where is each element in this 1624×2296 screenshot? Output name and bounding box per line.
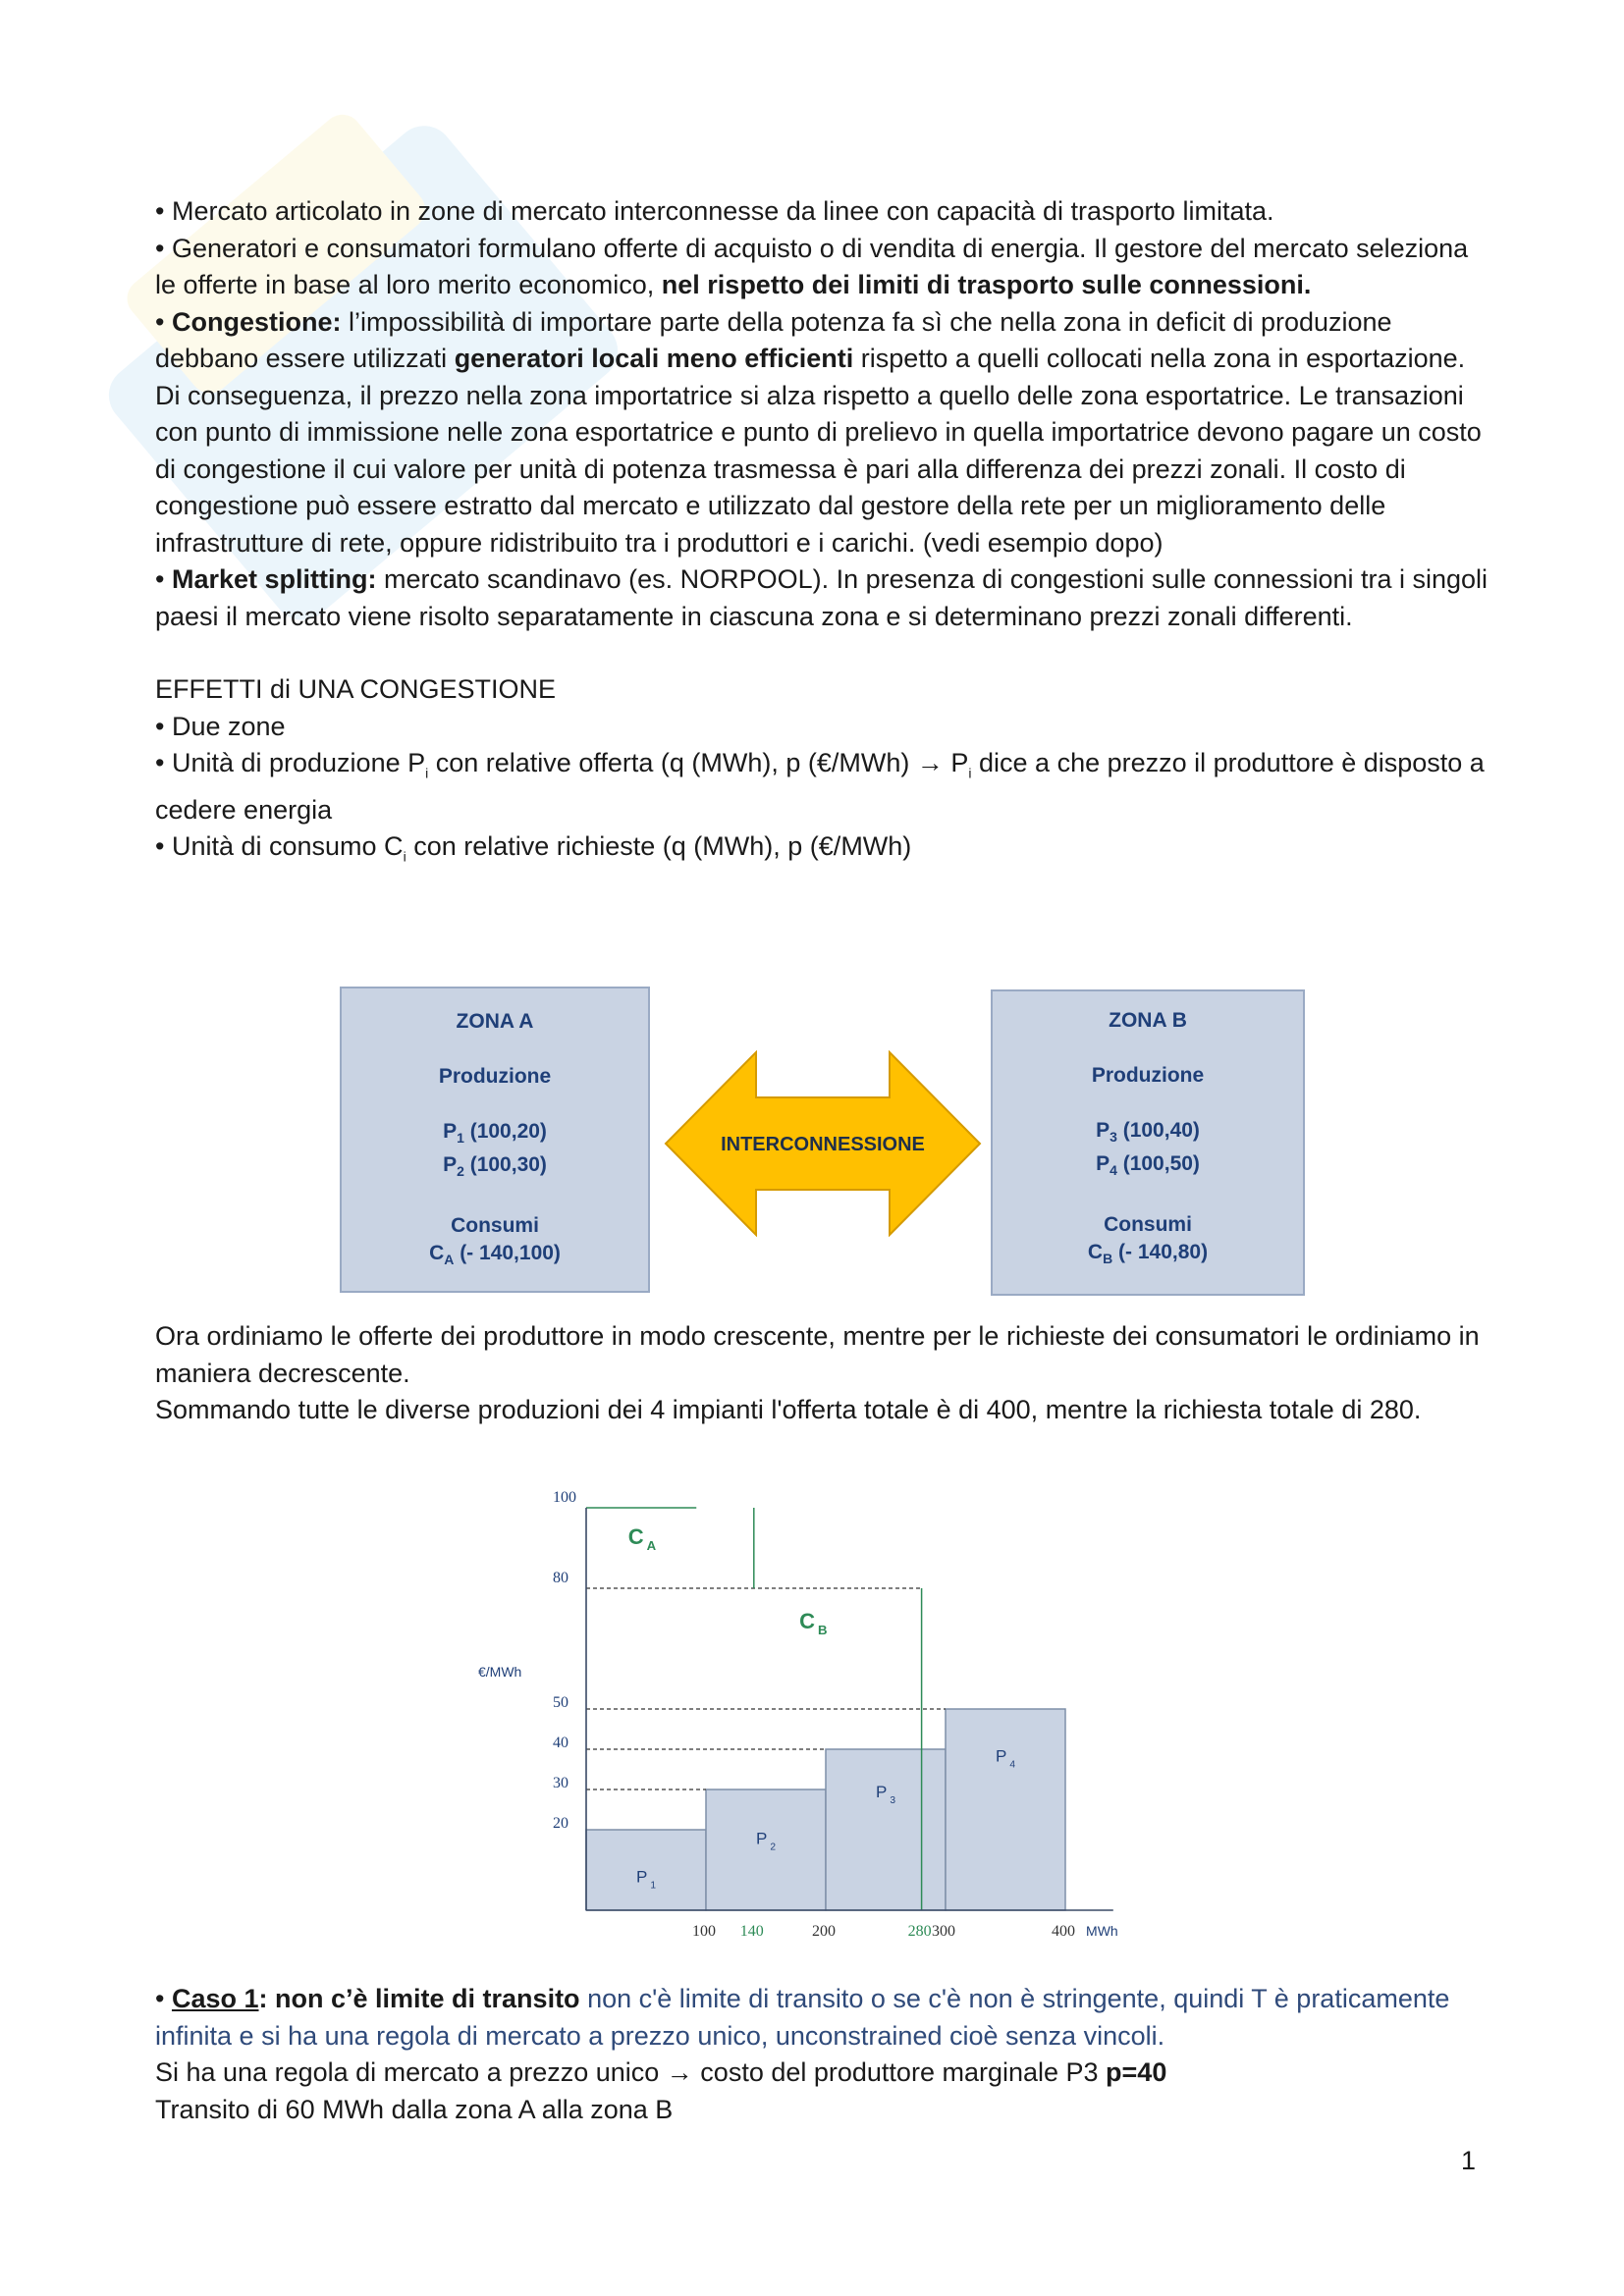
supply-label-p1: P $_1$ [636, 1867, 657, 1892]
section-title-effetti: EFFETTI di UNA CONGESTIONE [155, 674, 557, 704]
zone-b-p3: $P_3$ (100,40) [1096, 1119, 1200, 1146]
y-tick-label-40: 40 [553, 1735, 568, 1751]
zone-b-cb: $C_B$ (- 140,80) [1087, 1241, 1209, 1267]
caso-section [155, 1981, 1490, 2128]
zone-b-consumption-label: Consumi [1104, 1213, 1192, 1237]
demand-label-ca: C $_A$ [627, 1523, 657, 1553]
market-chart [442, 1482, 1188, 1963]
x-tick-label-140: 140 [739, 1923, 764, 1940]
supply-bar-p4 [946, 1709, 1065, 1910]
x-tick-label-100: 100 [692, 1923, 716, 1940]
supply-bar-p3 [826, 1749, 946, 1910]
zone-a-ca: $C_A$ (- 140,100) [429, 1242, 561, 1268]
demand-label-cb: C $_B$ [799, 1609, 828, 1637]
supply-label-p3: P $_3$ [876, 1783, 896, 1807]
bullet-due-zone: • Due zone [155, 711, 286, 741]
bullet-unita-consumo: • Unità di consumo $C_i$ con relative richieste (q (MWh), p (€/MWh) [155, 831, 912, 865]
bullet-unita-produzione: • Unità di produzione $P_i$ con relative offerta (q (MWh), p (€/MWh) → $P_i$ dice a che prezzo il produttore è disposto a cedere energia [155, 748, 1485, 825]
caso-1-label: Caso 1 [171, 1984, 259, 2013]
page-number: 1 [1461, 2146, 1477, 2175]
intro-section [155, 193, 1490, 876]
zone-b-production-label: Produzione [1091, 1064, 1205, 1087]
zone-b-title: ZONA B [1109, 1009, 1187, 1032]
bullet-congestione: • Congestione: l’impossibilità di importare parte della potenza fa sì che nella zona in deficit di produzione debbano essere utilizzati generatori locali meno efficienti rispetto a quelli collocati nella zona in esportazione. Di conseguenza, il prezzo nella zona importatrice si alza rispetto a quello delle zona esportatrice. Le transazioni con punto di immissione nelle zona esportatrice e punto di prelievo in quella importatrice devono pagare un costo di congestione il cui valore per unità di potenza trasmessa è pari alla differenza dei prezzi zonali. Il costo di congestione può essere estratto dal mercato e utilizzato dal gestore della rete per un miglioramento delle infrastrutture di rete, oppure ridistribuito tra i produttori e i carichi. (vedi esempio dopo) [155, 306, 1482, 558]
zone-b-box [991, 989, 1305, 1296]
zone-a-p1: $P_1$ (100,20) [443, 1120, 547, 1147]
paragraph-sommando: Sommando tutte le diverse produzioni dei 4 impianti l'offerta totale è di 400, mentre la richiesta totale di 280. [155, 1395, 1422, 1424]
y-tick-label-50: 50 [553, 1694, 568, 1711]
y-axis-label: €/MWh [478, 1664, 522, 1680]
paragraph-caso-1: • Caso 1: non c’è limite di transito non c'è limite di transito o se c'è non è stringente, quindi T è praticamente infinita e si ha una regola di mercato a prezzo unico, unconstrained cioè senza vincoli. [155, 1984, 1450, 2051]
interconnection-label: INTERCONNESSIONE [721, 1134, 925, 1155]
supply-label-p4: P $_4$ [996, 1746, 1016, 1771]
x-tick-label-280: 280 [907, 1923, 932, 1940]
y-tick-label-80: 80 [553, 1570, 568, 1586]
zone-a-consumption-label: Consumi [451, 1214, 539, 1238]
bullet-generatori: • Generatori e consumatori formulano offerte di acquisto o di vendita di energia. Il gestore del mercato seleziona le offerte in base al loro merito economico, nel rispetto dei limiti di trasporto sulle connessioni. [155, 233, 1469, 299]
x-tick-label-300: 300 [932, 1923, 955, 1940]
x-axis-label: MWh [1086, 1923, 1118, 1939]
supply-bar-p2 [706, 1789, 826, 1910]
y-tick-label-20: 20 [553, 1815, 568, 1832]
y-tick-label-100: 100 [553, 1489, 576, 1506]
supply-label-p2: P $_2$ [756, 1829, 777, 1853]
ordering-section [155, 1318, 1490, 1429]
paragraph-transito: Transito di 60 MWh dalla zona A alla zona B [155, 2094, 674, 2124]
bullet-mercato: • Mercato articolato in zone di mercato interconnesse da linee con capacità di trasporto limitata. [155, 196, 1274, 226]
paragraph-ordiniamo: Ora ordiniamo le offerte dei produttore in modo crescente, mentre per le richieste dei consumatori le ordiniamo in maniera decrescente. [155, 1321, 1480, 1388]
zone-a-p2: $P_2$ (100,30) [443, 1153, 547, 1180]
zone-a-title: ZONA A [456, 1010, 534, 1033]
y-tick-label-30: 30 [553, 1775, 568, 1791]
zone-a-box [340, 987, 650, 1293]
paragraph-regola-prezzo-unico: Si ha una regola di mercato a prezzo unico → costo del produttore marginale P3 p=40 [155, 2057, 1167, 2087]
x-tick-label-200: 200 [812, 1923, 836, 1940]
zone-a-production-label: Produzione [438, 1065, 552, 1088]
interconnection-arrow [664, 1050, 982, 1237]
x-tick-label-400: 400 [1052, 1923, 1075, 1940]
zone-b-p4: $P_4$ (100,50) [1096, 1152, 1200, 1179]
bullet-market-splitting: • Market splitting: mercato scandinavo (es. NORPOOL). In presenza di congestioni sulle connessioni tra i singoli paesi il mercato viene risolto separatamente in ciascuna zona e si determinano prezzi zonali differenti. [155, 564, 1489, 631]
